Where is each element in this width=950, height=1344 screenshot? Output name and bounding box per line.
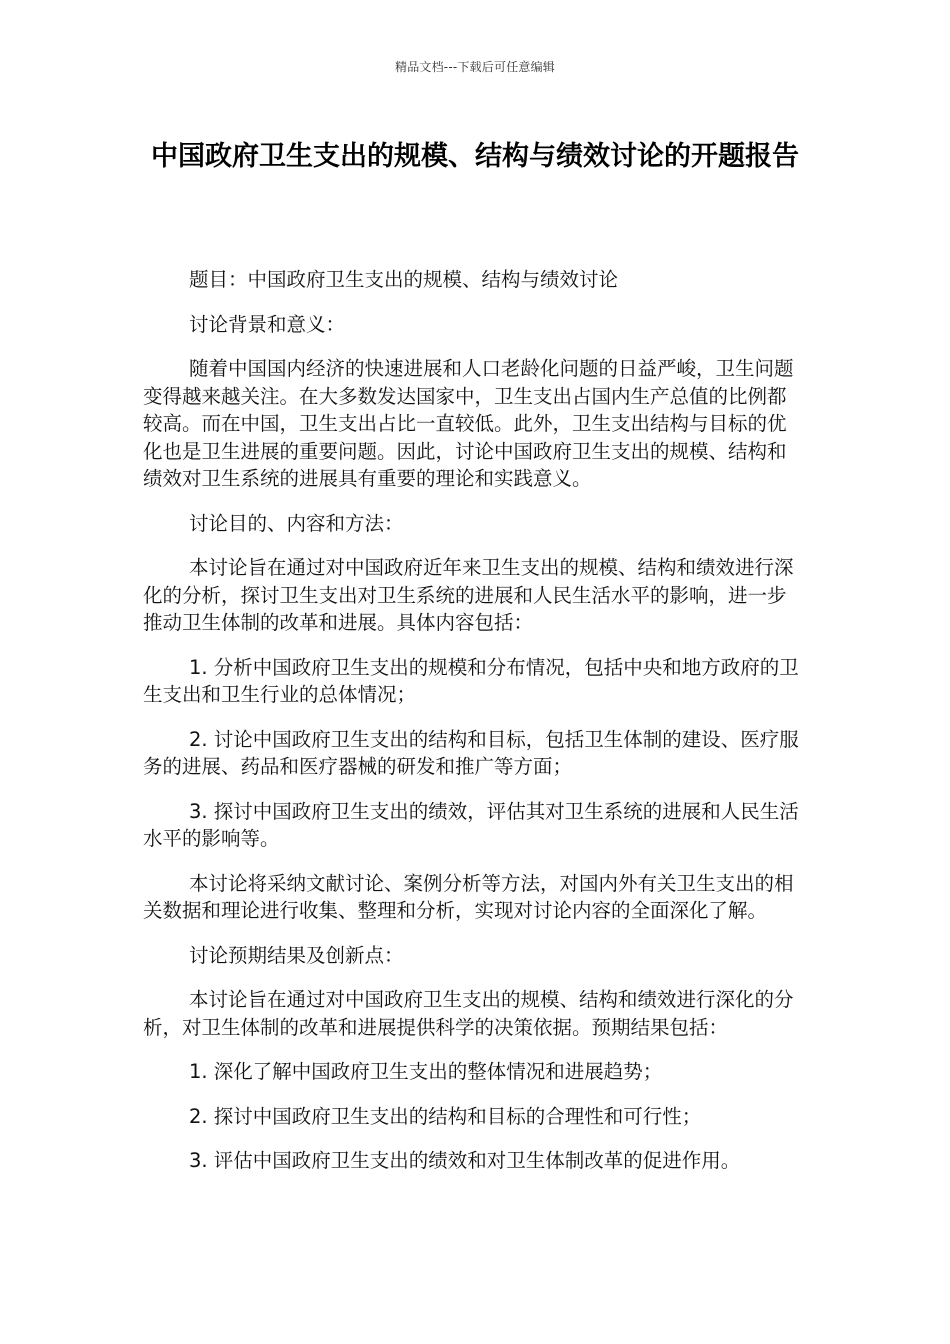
list-item: 2. 探讨中国政府卫生支出的结构和目标的合理性和可行性； (189, 1104, 702, 1128)
list-item: 3. 评估中国政府卫生支出的绩效和对卫生体制改革的促进作用。 (189, 1149, 741, 1172)
section-heading-purpose: 讨论目的、内容和方法： (189, 511, 404, 535)
body-paragraph: 随着中国国内经济的快速进展和人口老龄化问题的日益严峻，卫生问题变得越来越关注。在大多数发达国家中，卫生支出占国内生产总值的比例都较高。而在中国，卫生支出占比一直较低。此外，卫生支出结构与目标的优化也是卫生进展的重要问题。因此，讨论中国政府卫生支出的规模、结构和绩效对卫生系统的进展具有重要的理论和实践意义。 (143, 357, 794, 490)
list-item: 1. 分析中国政府卫生支出的规模和分布情况，包括中央和地方政府的卫生支出和卫生行业的总体情况； (143, 655, 799, 706)
body-paragraph: 本讨论旨在通过对中国政府卫生支出的规模、结构和绩效进行深化的分析，对卫生体制的改革和进展提供科学的决策依据。预期结果包括： (143, 988, 794, 1039)
document-title: 中国政府卫生支出的规模、结构与绩效讨论的开题报告 (151, 141, 799, 172)
section-heading-background: 讨论背景和意义： (189, 312, 346, 336)
list-item: 2. 讨论中国政府卫生支出的结构和目标，包括卫生体制的建设、医疗服务的进展、药品和医疗器械的研发和推广等方面； (143, 727, 799, 778)
list-item: 1. 深化了解中国政府卫生支出的整体情况和进展趋势； (189, 1060, 663, 1083)
list-item: 3. 探讨中国政府卫生支出的绩效，评估其对卫生系统的进展和人民生活水平的影响等。 (143, 799, 799, 850)
section-heading-results: 讨论预期结果及创新点： (189, 943, 404, 967)
topic-line: 题目：中国政府卫生支出的规模、结构与绩效讨论 (189, 268, 619, 291)
document-body (143, 266, 799, 1192)
body-paragraph: 本讨论旨在通过对中国政府近年来卫生支出的规模、结构和绩效进行深化的分析，探讨卫生支出对卫生系统的进展和人民生活水平的影响，进一步推动卫生体制的改革和进展。具体内容包括： (143, 556, 794, 634)
body-paragraph: 本讨论将采纳文献讨论、案例分析等方法，对国内外有关卫生支出的相关数据和理论进行收集、整理和分析，实现对讨论内容的全面深化了解。 (143, 871, 794, 922)
header-note: 精品文档---下载后可任意编辑 (395, 60, 555, 74)
